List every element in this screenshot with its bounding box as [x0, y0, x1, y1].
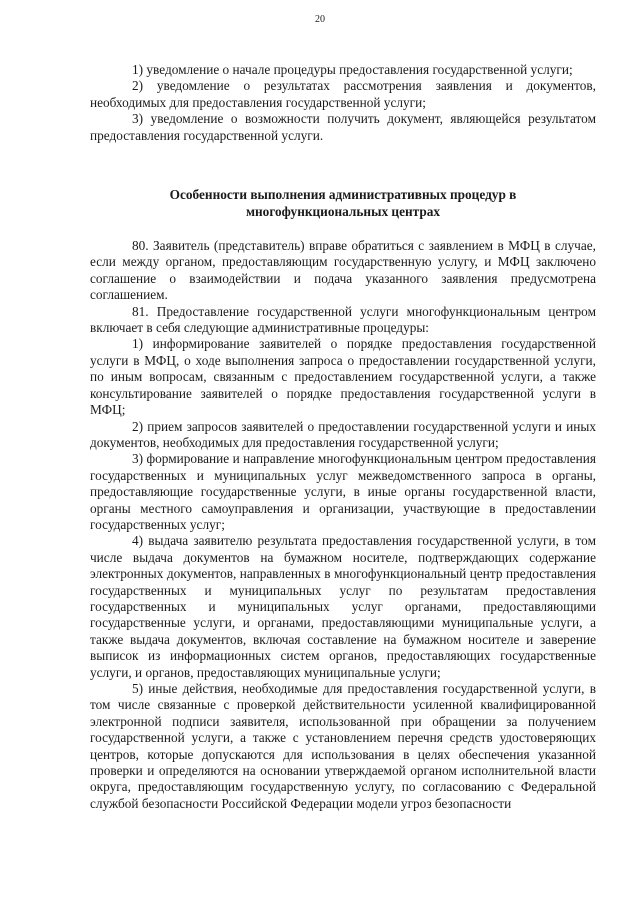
paragraph-80: 80. Заявитель (представитель) вправе обратиться с заявлением в МФЦ в случае, если между органом, предоставляющим государственную услугу, и МФЦ заключено соглашение о взаимодействии и подача указанного заявления предусмотрена соглашением. [90, 238, 596, 303]
intro-item-1: 1) уведомление о начале процедуры предоставления государственной услуги; [132, 62, 573, 77]
procedure-item-3: 3) формирование и направление многофункциональным центром предоставления государственных и муниципальных услуг межведомственного запроса в органы, предоставляющие государственные услуги, в иные органы государственной власти, органы местного самоуправления и организации, участвующие в предоставлении государственных услуг; [90, 451, 596, 532]
procedure-item-4: 4) выдача заявителю результата предоставления государственной услуги, в том числе выдача документов на бумажном носителе, подтверждающих содержание электронных документов, направленных в многофункциональный центр предоставления государственных и муниципальных услуг по результатам предоставления государственных и муниципальных услуг органами, предоставляющими государственные услуги, и органами, предоставляющими муниципальные услуги, а также выдача документов, включая составление на бумажном носителе и заверение выписок из информационных систем органов, предоставляющих государственные услуги, и органов, предоставляющих муниципальные услуги; [90, 533, 596, 680]
paragraph-81: 81. Предоставление государственной услуги многофункциональным центром включает в себя следующие административные процедуры: [90, 303, 596, 336]
section-heading-line-2: многофункциональных центрах [245, 204, 441, 220]
procedure-item-2: 2) прием запросов заявителей о предоставлении государственной услуги и иных документов, необходимых для предоставления государственной услуги; [90, 418, 596, 450]
intro-item-2: 2) уведомление о результатах рассмотрения заявления и документов, необходимых для предоставления государственной услуги; [90, 78, 596, 110]
intro-item-3: 3) уведомление о возможности получить документ, являющейся результатом предоставления государственной услуги. [90, 111, 596, 143]
section-heading-line-1: Особенности выполнения административных процедур в [169, 187, 517, 203]
procedure-item-1: 1) информирование заявителей о порядке предоставления государственной услуги в МФЦ, о ходе выполнения запроса о предоставлении государственной услуги, по иным вопросам, связанным с предоставлением государственной услуги, а также консультирование заявителей о порядке предоставления государственной услуги в МФЦ; [90, 336, 596, 418]
procedure-item-5: 5) иные действия, необходимые для предоставления государственной услуги, в том числе связанные с проверкой действительности усиленной квалифицированной электронной подписи заявителя, использованной при обращении за получением государственной услуги, а также с установлением перечня средств удостоверяющих центров, которые допускаются для использования в целях обеспечения указанной проверки и определяются на основании утверждаемой органом исполнительной власти округа, предоставляющим государственную услугу, по согласованию с Федеральной службой безопасности Российской Федерации модели угроз безопасности [90, 681, 596, 811]
section-heading [90, 186, 596, 220]
document-body [90, 62, 596, 812]
page-number: 20 [315, 14, 325, 25]
